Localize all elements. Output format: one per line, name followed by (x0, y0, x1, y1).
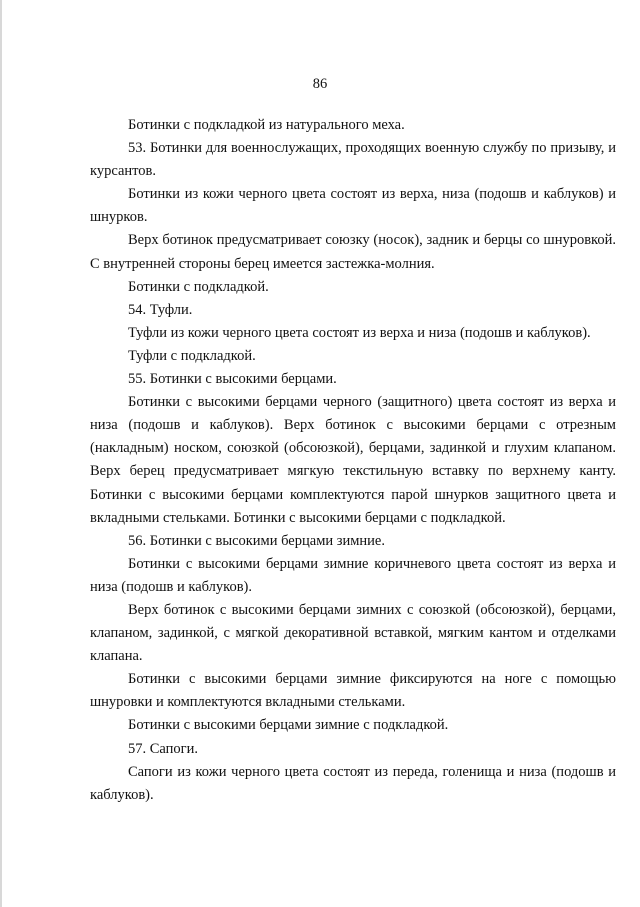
paragraph-shoes-composition: Туфли из кожи черного цвета состоят из верха и низа (подошв и каблуков). (128, 324, 591, 341)
paragraph-lined-boots: Ботинки с подкладкой из натурального меха. (128, 117, 405, 133)
page-number: 86 (312, 76, 328, 92)
page-edge (0, 0, 2, 907)
paragraph-jackboots-composition: Сапоги из кожи черного цвета состоят из переда, голенища и низа (подошв и каблуков). (90, 763, 616, 803)
heading-item-55: 55. Ботинки с высокими берцами. (128, 371, 337, 388)
paragraph-shoes-lined: Туфли с подкладкой. (128, 347, 256, 364)
paragraph-boots-upper: Верх ботинок предусматривает союзку (носок), задник и берцы со шнуровкой. С внутренней стороны берец имеется застежка-молния. (90, 232, 616, 272)
paragraph-boots-composition: Ботинки из кожи черного цвета состоят из верха, низа (подошв и каблуков) и шнурков. (90, 186, 616, 226)
paragraph-boots-lined: Ботинки с подкладкой. (128, 278, 269, 295)
heading-item-53: 53. Ботинки для военнослужащих, проходящих военную службу по призыву, и курсантов. (90, 140, 616, 180)
paragraph-winter-boots-upper: Верх ботинок с высокими берцами зимних с союзкой (обсоюзкой), берцами, клапаном, задинкой, с мягкой декоративной вставкой, мягким кантом и отделками клапана. (90, 601, 616, 665)
paragraph-winter-boots-lined: Ботинки с высокими берцами зимние с подкладкой. (128, 717, 449, 734)
paragraph-winter-boots-composition: Ботинки с высокими берцами зимние коричневого цвета состоят из верха и низа (подошв и каблуков). (90, 555, 616, 595)
heading-item-56: 56. Ботинки с высокими берцами зимние. (128, 532, 385, 549)
heading-item-54: 54. Туфли. (128, 301, 193, 318)
document-body (90, 114, 616, 807)
paragraph-high-boots-description: Ботинки с высокими берцами черного (защитного) цвета состоят из верха и низа (подошв и каблуков). Верх ботинок с высокими берцами с отрезным (накладным) носком, союзкой (обсоюзкой), берцами, задинкой и глухим клапаном. Верх берец предусматривает мягкую текстильную вставку по верхнему канту. Ботинки с высокими берцами комплектуются парой шнурков защитного цвета и вкладными стельками. Ботинки с высокими берцами с подкладкой. (90, 394, 616, 526)
paragraph-winter-boots-fixing: Ботинки с высокими берцами зимние фиксируются на ноге с помощью шнуровки и комплектуются вкладными стельками. (90, 671, 616, 711)
heading-item-57: 57. Сапоги. (128, 740, 199, 757)
